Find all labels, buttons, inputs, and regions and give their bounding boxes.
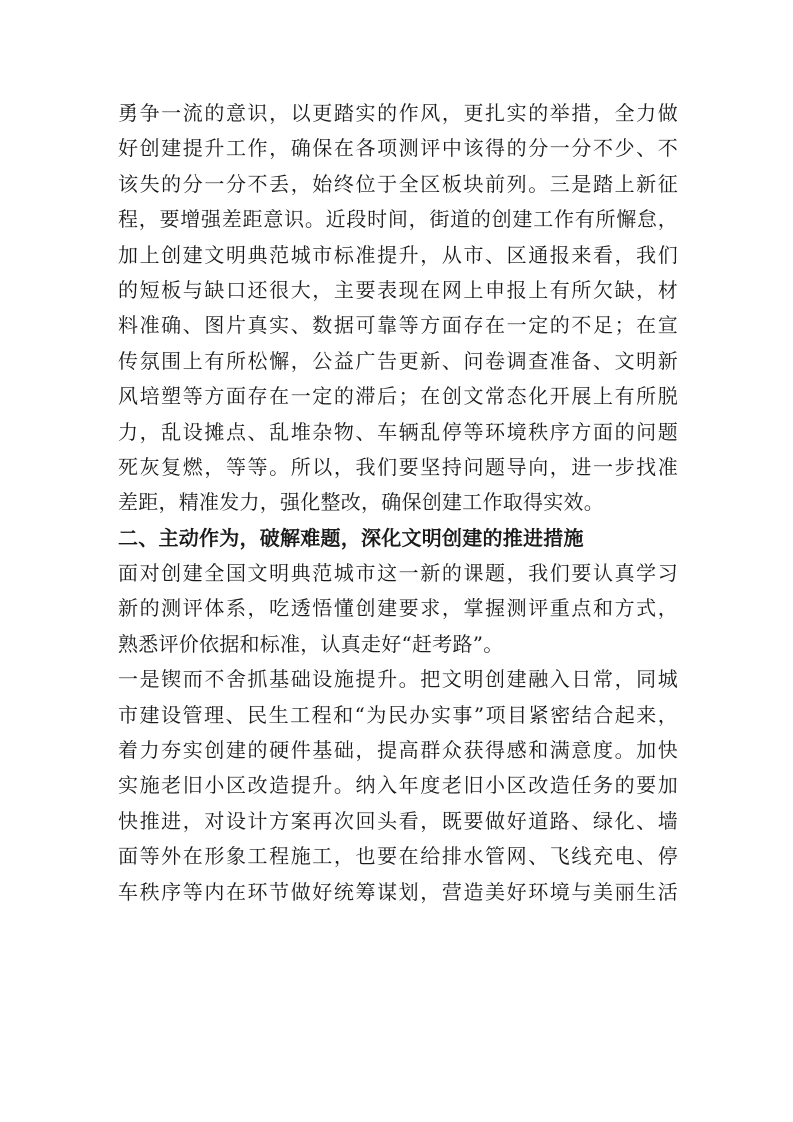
section-line: 实施老旧小区改造提升。纳入年度老旧小区改造任务的要加 bbox=[118, 773, 678, 798]
section-line: 车秩序等内在环节做好统筹谋划，营造美好环境与美丽生活 bbox=[118, 879, 678, 904]
paragraph-line: 传氛围上有所松懈，公益广告更新、问卷调查准备、文明新 bbox=[118, 348, 678, 373]
paragraph-line: 死灰复燃，等等。所以，我们要坚持问题导向，进一步找准 bbox=[118, 454, 678, 479]
section-heading: 二、主动作为，破解难题，深化文明创建的推进措施 bbox=[118, 525, 584, 550]
paragraph-line: 风培塑等方面存在一定的滞后；在创文常态化开展上有所脱 bbox=[118, 384, 678, 409]
paragraph-line: 好创建提升工作，确保在各项测评中该得的分一分不少、不 bbox=[118, 136, 678, 161]
section-line: 一是锲而不舍抓基础设施提升。把文明创建融入日常，同城 bbox=[118, 667, 678, 692]
section-line: 快推进，对设计方案再次回头看，既要做好道路、绿化、墙 bbox=[118, 808, 678, 833]
paragraph-line: 料准确、图片真实、数据可靠等方面存在一定的不足；在宣 bbox=[118, 313, 678, 338]
paragraph-line: 力，乱设摊点、乱堆杂物、车辆乱停等环境秩序方面的问题 bbox=[118, 419, 678, 444]
paragraph-line: 的短板与缺口还很大，主要表现在网上申报上有所欠缺，材 bbox=[118, 277, 678, 302]
paragraph-line: 加上创建文明典范城市标准提升，从市、区通报来看，我们 bbox=[118, 242, 678, 267]
paragraph-line: 勇争一流的意识，以更踏实的作风，更扎实的举措，全力做 bbox=[118, 101, 678, 125]
section-line: 着力夯实创建的硬件基础，提高群众获得感和满意度。加快 bbox=[118, 738, 678, 763]
paragraph-line: 该失的分一分不丢，始终位于全区板块前列。三是踏上新征 bbox=[118, 171, 678, 196]
section-line: 面等外在形象工程施工，也要在给排水管网、飞线充电、停 bbox=[118, 844, 678, 869]
section-line: 市建设管理、民生工程和“为民办实事”项目紧密结合起来， bbox=[118, 702, 678, 727]
intro-line: 面对创建全国文明典范城市这一新的课题，我们要认真学习 bbox=[118, 561, 678, 586]
document-body bbox=[118, 96, 678, 910]
intro-line: 新的测评体系，吃透悟懂创建要求，掌握测评重点和方式， bbox=[118, 596, 678, 621]
paragraph-line: 程，要增强差距意识。近段时间，街道的创建工作有所懈怠， bbox=[118, 207, 678, 232]
paragraph-line: 差距，精准发力，强化整改，确保创建工作取得实效。 bbox=[118, 490, 604, 515]
intro-line: 熟悉评价依据和标准，认真走好“赶考路”。 bbox=[118, 631, 504, 656]
